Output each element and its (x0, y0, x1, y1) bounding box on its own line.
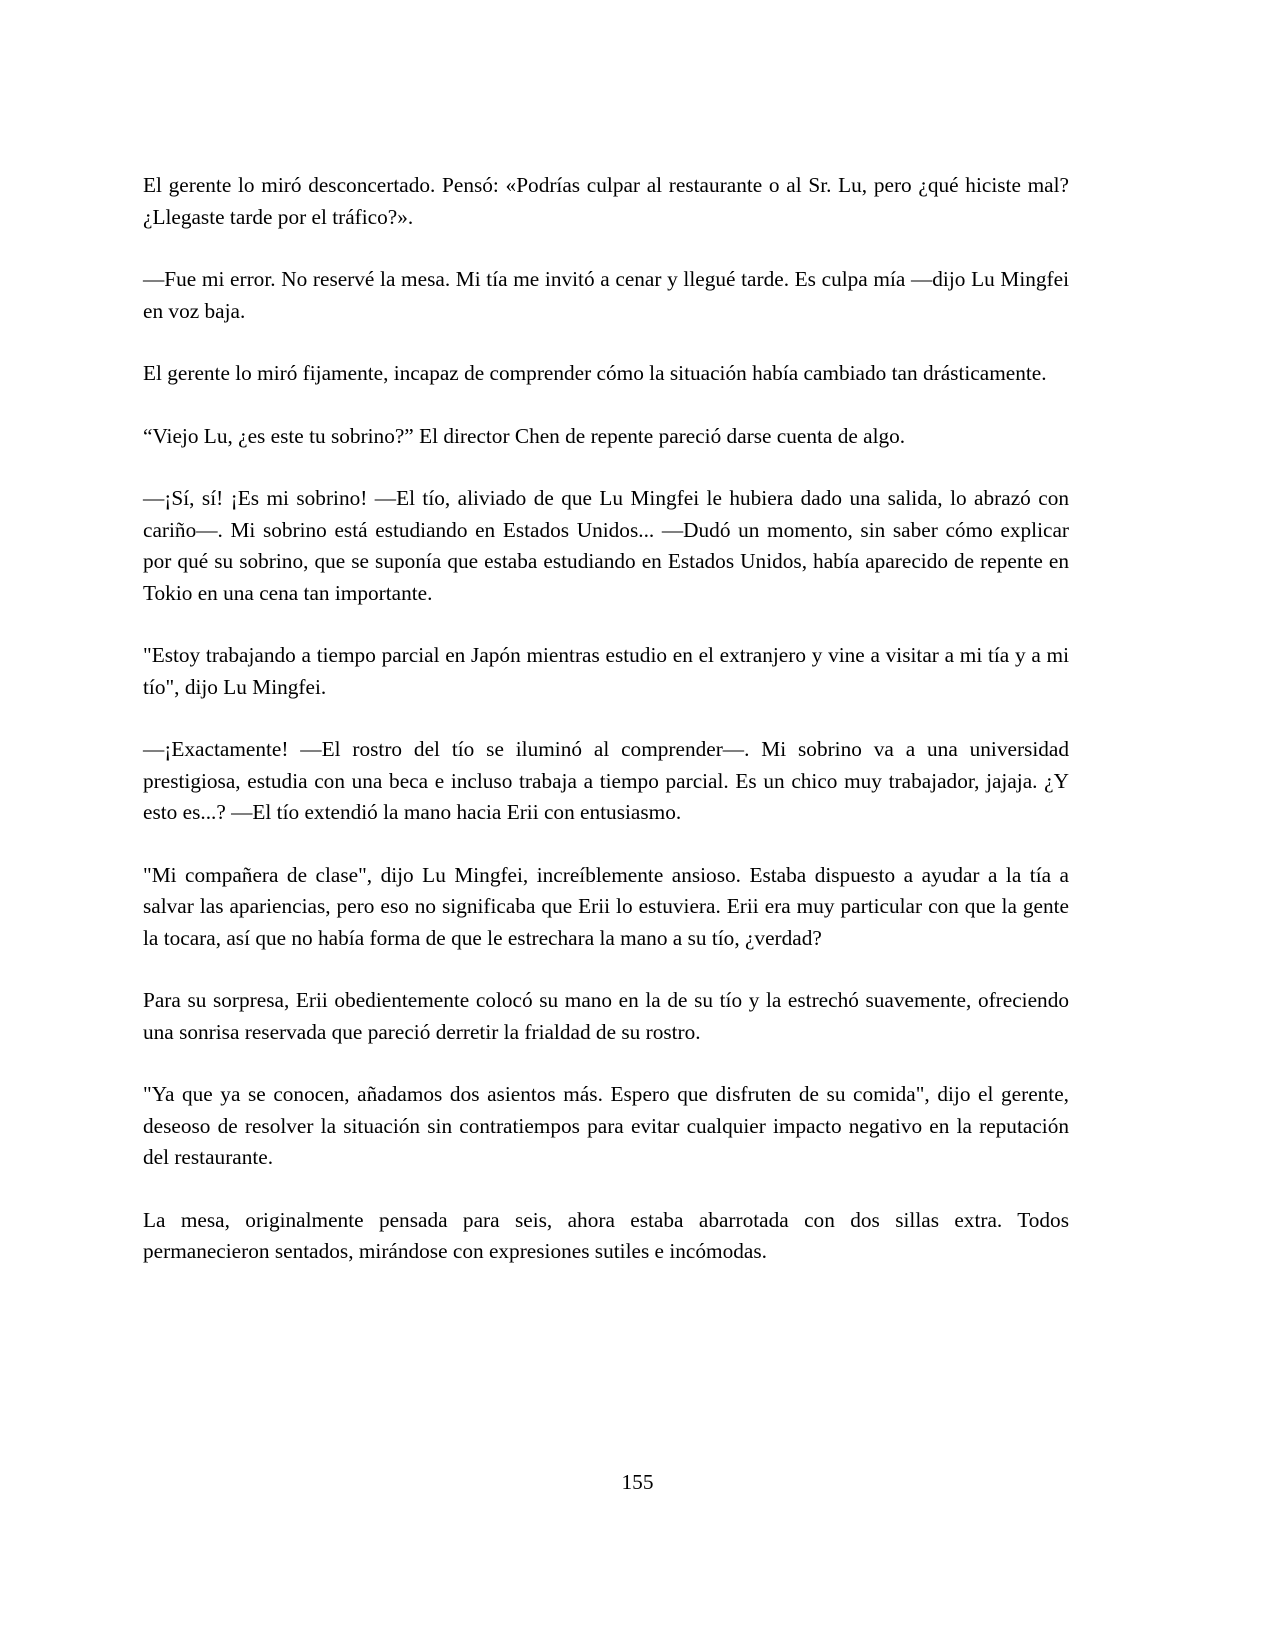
paragraph: —¡Sí, sí! ¡Es mi sobrino! —El tío, aliviado de que Lu Mingfei le hubiera dado una salida, lo abrazó con cariño—. Mi sobrino está estudiando en Estados Unidos... —Dudó un momento, sin saber cómo explicar por qué su sobrino, que se suponía que estaba estudiando en Estados Unidos, había aparecido de repente en Tokio en una cena tan importante. (143, 486, 1069, 605)
paragraph: —Fue mi error. No reservé la mesa. Mi tía me invitó a cenar y llegué tarde. Es culpa mía —dijo Lu Mingfei en voz baja. (143, 267, 1069, 323)
paragraph: El gerente lo miró desconcertado. Pensó: «Podrías culpar al restaurante o al Sr. Lu, pero ¿qué hiciste mal? ¿Llegaste tarde por el tráfico?». (143, 173, 1069, 229)
paragraph: La mesa, originalmente pensada para seis, ahora estaba abarrotada con dos sillas extra. Todos permanecieron sentados, mirándose con expresiones sutiles e incómodas. (143, 1207, 1069, 1263)
paragraph: "Mi compañera de clase", dijo Lu Mingfei, increíblemente ansioso. Estaba dispuesto a ayudar a la tía a salvar las apariencias, pero eso no significaba que Erii lo estuviera. Erii era muy particular con que la gente la tocara, así que no había forma de que le estrechara la mano a su tío, ¿verdad? (143, 862, 1069, 950)
paragraph: “Viejo Lu, ¿es este tu sobrino?” El director Chen de repente pareció darse cuenta de algo. (143, 423, 906, 448)
paragraph: —¡Exactamente! —El rostro del tío se iluminó al comprender—. Mi sobrino va a una universidad prestigiosa, estudia con una beca e incluso trabaja a tiempo parcial. Es un chico muy trabajador, jajaja. ¿Y esto es...? —El tío extendió la mano hacia Erii con entusiasmo. (143, 737, 1069, 824)
paragraph: Para su sorpresa, Erii obedientemente colocó su mano en la de su tío y la estrechó suavemente, ofreciendo una sonrisa reservada que pareció derretir la frialdad de su rostro. (143, 988, 1069, 1044)
paragraph: El gerente lo miró fijamente, incapaz de comprender cómo la situación había cambiado tan drásticamente. (143, 361, 1047, 385)
page-number: 155 (621, 1470, 654, 1494)
paragraph: "Ya que ya se conocen, añadamos dos asientos más. Espero que disfruten de su comida", dijo el gerente, deseoso de resolver la situación sin contratiempos para evitar cualquier impacto negativo en la reputación del restaurante. (143, 1082, 1069, 1169)
paragraph: "Estoy trabajando a tiempo parcial en Japón mientras estudio en el extranjero y vine a visitar a mi tía y a mi tío", dijo Lu Mingfei. (143, 643, 1069, 699)
page-body (143, 170, 1069, 1299)
